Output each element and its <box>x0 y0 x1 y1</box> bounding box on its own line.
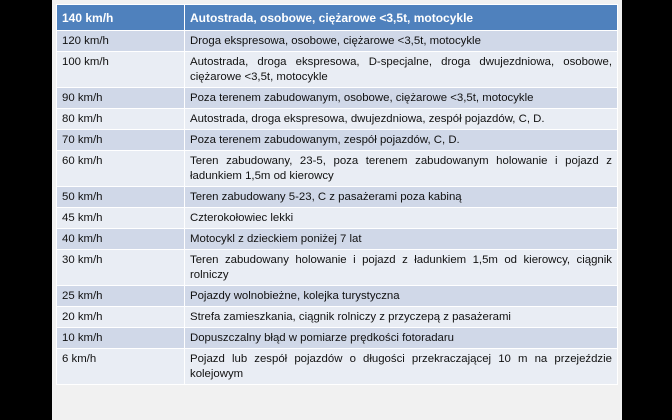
speed-cell: 50 km/h <box>57 187 185 208</box>
speed-cell: 6 km/h <box>57 349 185 385</box>
table-row <box>57 109 618 130</box>
speed-cell: 100 km/h <box>57 52 185 88</box>
desc-cell: Dopuszczalny błąd w pomiarze prędkości fotoradaru <box>185 328 618 349</box>
desc-cell: Poza terenem zabudowanym, osobowe, ciężarowe <3,5t, motocykle <box>185 88 618 109</box>
desc-cell: Pojazdy wolnobieżne, kolejka turystyczna <box>185 286 618 307</box>
table-row <box>57 187 618 208</box>
table-row <box>57 328 618 349</box>
desc-cell: Poza terenem zabudowanym, zespół pojazdów, C, D. <box>185 130 618 151</box>
table-row <box>57 286 618 307</box>
table-header-row <box>57 5 618 31</box>
table-row <box>57 88 618 109</box>
desc-cell: Czterokołowiec lekki <box>185 208 618 229</box>
speed-cell: 40 km/h <box>57 229 185 250</box>
table-row <box>57 229 618 250</box>
table-row <box>57 208 618 229</box>
speed-cell: 30 km/h <box>57 250 185 286</box>
table-row <box>57 130 618 151</box>
speed-limits-table <box>56 4 618 385</box>
desc-cell: Strefa zamieszkania, ciągnik rolniczy z przyczepą z pasażerami <box>185 307 618 328</box>
desc-cell: Teren zabudowany holowanie i pojazd z ładunkiem 1,5m od kierowcy, ciągnik rolniczy <box>185 250 618 286</box>
desc-cell: Autostrada, droga ekspresowa, dwujezdniowa, zespół pojazdów, C, D. <box>185 109 618 130</box>
header-desc-cell: Autostrada, osobowe, ciężarowe <3,5t, motocykle <box>185 5 618 31</box>
speed-cell: 70 km/h <box>57 130 185 151</box>
table-row <box>57 307 618 328</box>
desc-cell: Pojazd lub zespół pojazdów o długości przekraczającej 10 m na przejeździe kolejowym <box>185 349 618 385</box>
table-row <box>57 52 618 88</box>
table-row <box>57 250 618 286</box>
speed-cell: 10 km/h <box>57 328 185 349</box>
speed-cell: 80 km/h <box>57 109 185 130</box>
table-row <box>57 349 618 385</box>
desc-cell: Motocykl z dzieckiem poniżej 7 lat <box>185 229 618 250</box>
desc-cell: Autostrada, droga ekspresowa, D-specjalne, droga dwujezdniowa, osobowe, ciężarowe <3,5t, motocykle <box>185 52 618 88</box>
speed-cell: 90 km/h <box>57 88 185 109</box>
speed-cell: 60 km/h <box>57 151 185 187</box>
table-row <box>57 31 618 52</box>
speed-cell: 25 km/h <box>57 286 185 307</box>
desc-cell: Droga ekspresowa, osobowe, ciężarowe <3,5t, motocykle <box>185 31 618 52</box>
speed-cell: 45 km/h <box>57 208 185 229</box>
speed-cell: 20 km/h <box>57 307 185 328</box>
desc-cell: Teren zabudowany, 23-5, poza terenem zabudowanym holowanie i pojazd z ładunkiem 1,5m od kierowcy <box>185 151 618 187</box>
table-row <box>57 151 618 187</box>
desc-cell: Teren zabudowany 5-23, C z pasażerami poza kabiną <box>185 187 618 208</box>
slide <box>52 0 622 420</box>
header-speed-cell: 140 km/h <box>57 5 185 31</box>
speed-cell: 120 km/h <box>57 31 185 52</box>
